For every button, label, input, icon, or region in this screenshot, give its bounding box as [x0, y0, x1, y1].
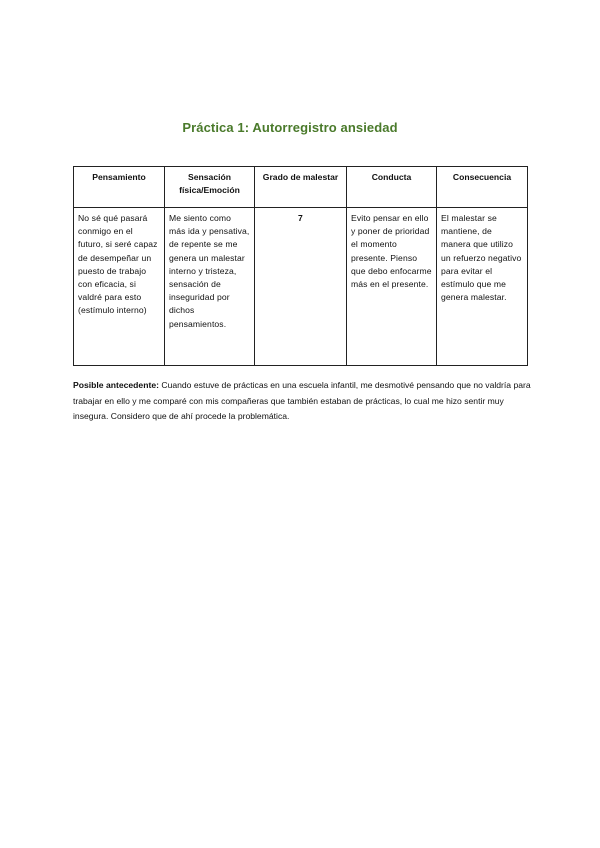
antecedente-label: Posible antecedente:: [73, 380, 159, 390]
cell-grado: 7: [255, 208, 347, 366]
header-conducta: Conducta: [347, 167, 437, 208]
header-consecuencia: Consecuencia: [437, 167, 528, 208]
cell-sensacion: Me siento como más ida y pensativa, de repente se me genera un malestar interno y tristeza, sensación de inseguridad por dichos pensamientos.: [165, 208, 255, 366]
antecedente-paragraph: [73, 378, 531, 425]
antecedente-text: Cuando estuve de prácticas en una escuela infantil, me desmotivé pensando que no valdría para trabajar en ello y me comparé con mis compañeras que también estaban de prácticas, lo cual me hizo sentir muy insegura. Considero que de ahí procede la problemática.: [73, 380, 531, 421]
cell-conducta: Evito pensar en ello y poner de prioridad el momento presente. Pienso que debo enfocarme más en el presente.: [347, 208, 437, 366]
header-grado: Grado de malestar: [255, 167, 347, 208]
header-pensamiento: Pensamiento: [74, 167, 165, 208]
table-row: [74, 208, 528, 366]
table-header-row: [74, 167, 528, 208]
header-sensacion: Sensación física/Emoción: [165, 167, 255, 208]
cell-consecuencia: El malestar se mantiene, de manera que utilizo un refuerzo negativo para evitar el estímulo que me genera malestar.: [437, 208, 528, 366]
autorregistro-table: [73, 166, 528, 366]
page-title: Práctica 1: Autorregistro ansiedad: [182, 120, 398, 135]
cell-pensamiento: No sé qué pasará conmigo en el futuro, si seré capaz de desempeñar un puesto de trabajo con eficacia, si valdré para esto (estímulo interno): [74, 208, 165, 366]
